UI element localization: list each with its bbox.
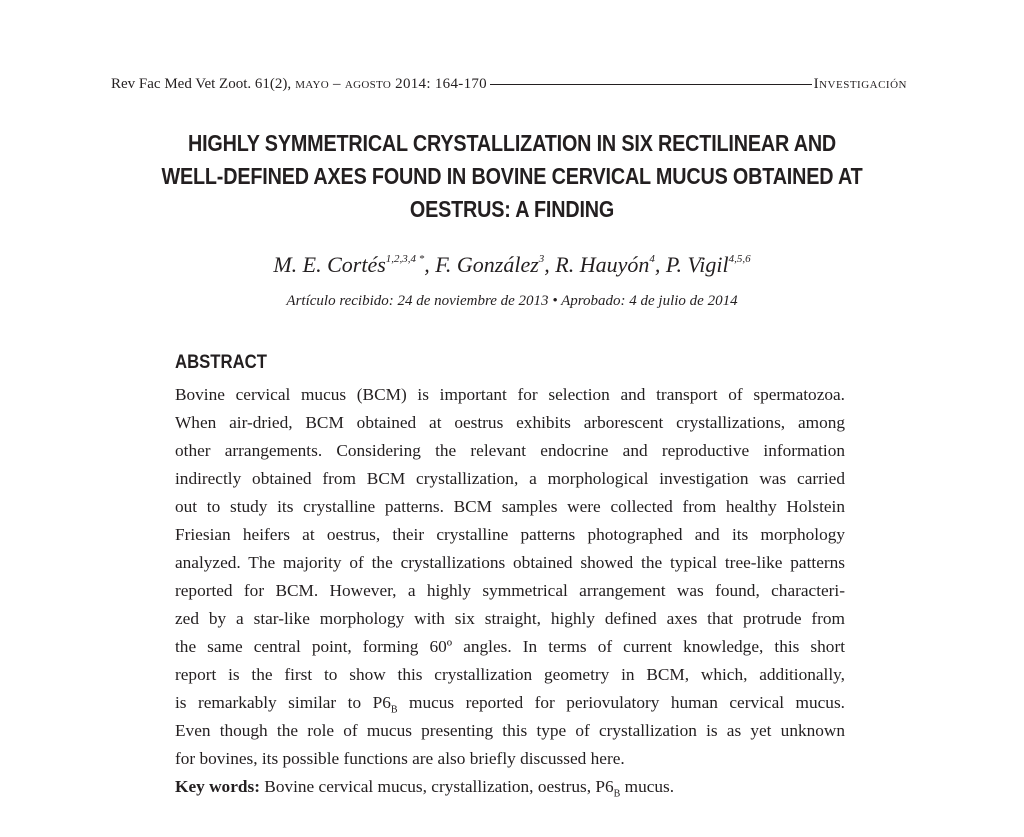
issue-period-text: mayo – agosto 2014: 164-170 (295, 76, 487, 92)
article-dates (0, 293, 1024, 310)
abstract-line (175, 689, 845, 717)
journal-citation: Rev Fac Med Vet Zoot. 61(2), (111, 76, 292, 92)
abstract-line: for bovines, its possible functions are also briefly discussed here. (175, 749, 625, 768)
abstract-line: out to study its crystalline patterns. BCM samples were collected from healthy Holstein (175, 497, 845, 516)
abstract-line: report is the first to show this crystallization geometry in BCM, which, additionally, (175, 665, 845, 684)
abstract-body (175, 381, 845, 801)
author (435, 252, 555, 277)
issue-period (291, 76, 487, 93)
author (555, 252, 666, 277)
abstract-text: is remarkably similar to P6 (175, 693, 391, 712)
abstract-line: reported for BCM. However, a highly symmetrical arrangement was found, characteri- (175, 581, 845, 600)
author-affiliation: 4 (649, 252, 655, 265)
keywords-text: Bovine cervical mucus, crystallization, oestrus, P6 (259, 777, 614, 796)
article-title (158, 127, 867, 226)
author (273, 252, 435, 277)
keywords-label: Key words: (175, 777, 260, 796)
abstract-line: other arrangements. Considering the relevant endocrine and reproductive information (175, 441, 845, 460)
abstract-line: When air-dried, BCM obtained at oestrus exhibits arborescent crystallizations, among (175, 413, 845, 432)
author (666, 252, 751, 277)
abstract-line: Friesian heifers at oestrus, their crystalline patterns photographed and its morphology (175, 525, 845, 544)
author-name: R. Hauyón (555, 252, 650, 277)
title-line: WELL-DEFINED AXES FOUND IN BOVINE CERVICAL MUCUS OBTAINED AT (161, 163, 863, 189)
title-line: HIGHLY SYMMETRICAL CRYSTALLIZATION IN SIX RECTILINEAR AND (187, 130, 837, 156)
approved-date: Aprobado: 4 de julio de 2014 (561, 293, 738, 309)
author-name: P. Vigil (665, 252, 729, 277)
author-affiliation: 4,5,6 (728, 252, 751, 265)
author-name: M. E. Cortés (273, 252, 386, 277)
abstract-line: analyzed. The majority of the crystallizations obtained showed the typical tree-like patterns (175, 553, 845, 572)
author-separator: , (424, 252, 436, 277)
subscript: B (390, 704, 398, 716)
abstract-heading: ABSTRACT (175, 352, 267, 373)
author-separator: , (654, 252, 666, 277)
running-header (111, 76, 907, 96)
author-list (0, 252, 1024, 278)
author-separator: , (544, 252, 556, 277)
subscript: B (613, 788, 621, 800)
title-line: OESTRUS: A FINDING (409, 196, 615, 222)
author-affiliation: 1,2,3,4 * (385, 252, 425, 265)
keywords-line (175, 773, 845, 801)
author-affiliation: 3 (538, 252, 545, 265)
bullet-separator: • (552, 293, 558, 309)
author-name: F. González (435, 252, 539, 277)
abstract-line: Even though the role of mucus presenting this type of crystallization is as yet unknown (175, 721, 845, 740)
abstract-line: zed by a star-like morphology with six straight, highly defined axes that protrude from (175, 609, 845, 628)
keywords-text: mucus. (620, 777, 675, 796)
abstract-line: indirectly obtained from BCM crystallization, a morphological investigation was carried (175, 469, 845, 488)
abstract-line: Bovine cervical mucus (BCM) is important for selection and transport of spermatozoa. (175, 385, 845, 404)
received-date: Artículo recibido: 24 de noviembre de 2013 (286, 293, 549, 309)
header-rule (490, 84, 812, 85)
abstract-line: the same central point, forming 60º angles. In terms of current knowledge, this short (175, 637, 845, 656)
abstract-text: mucus reported for periovulatory human cervical mucus. (397, 693, 845, 712)
section-label: Investigación (813, 76, 907, 92)
